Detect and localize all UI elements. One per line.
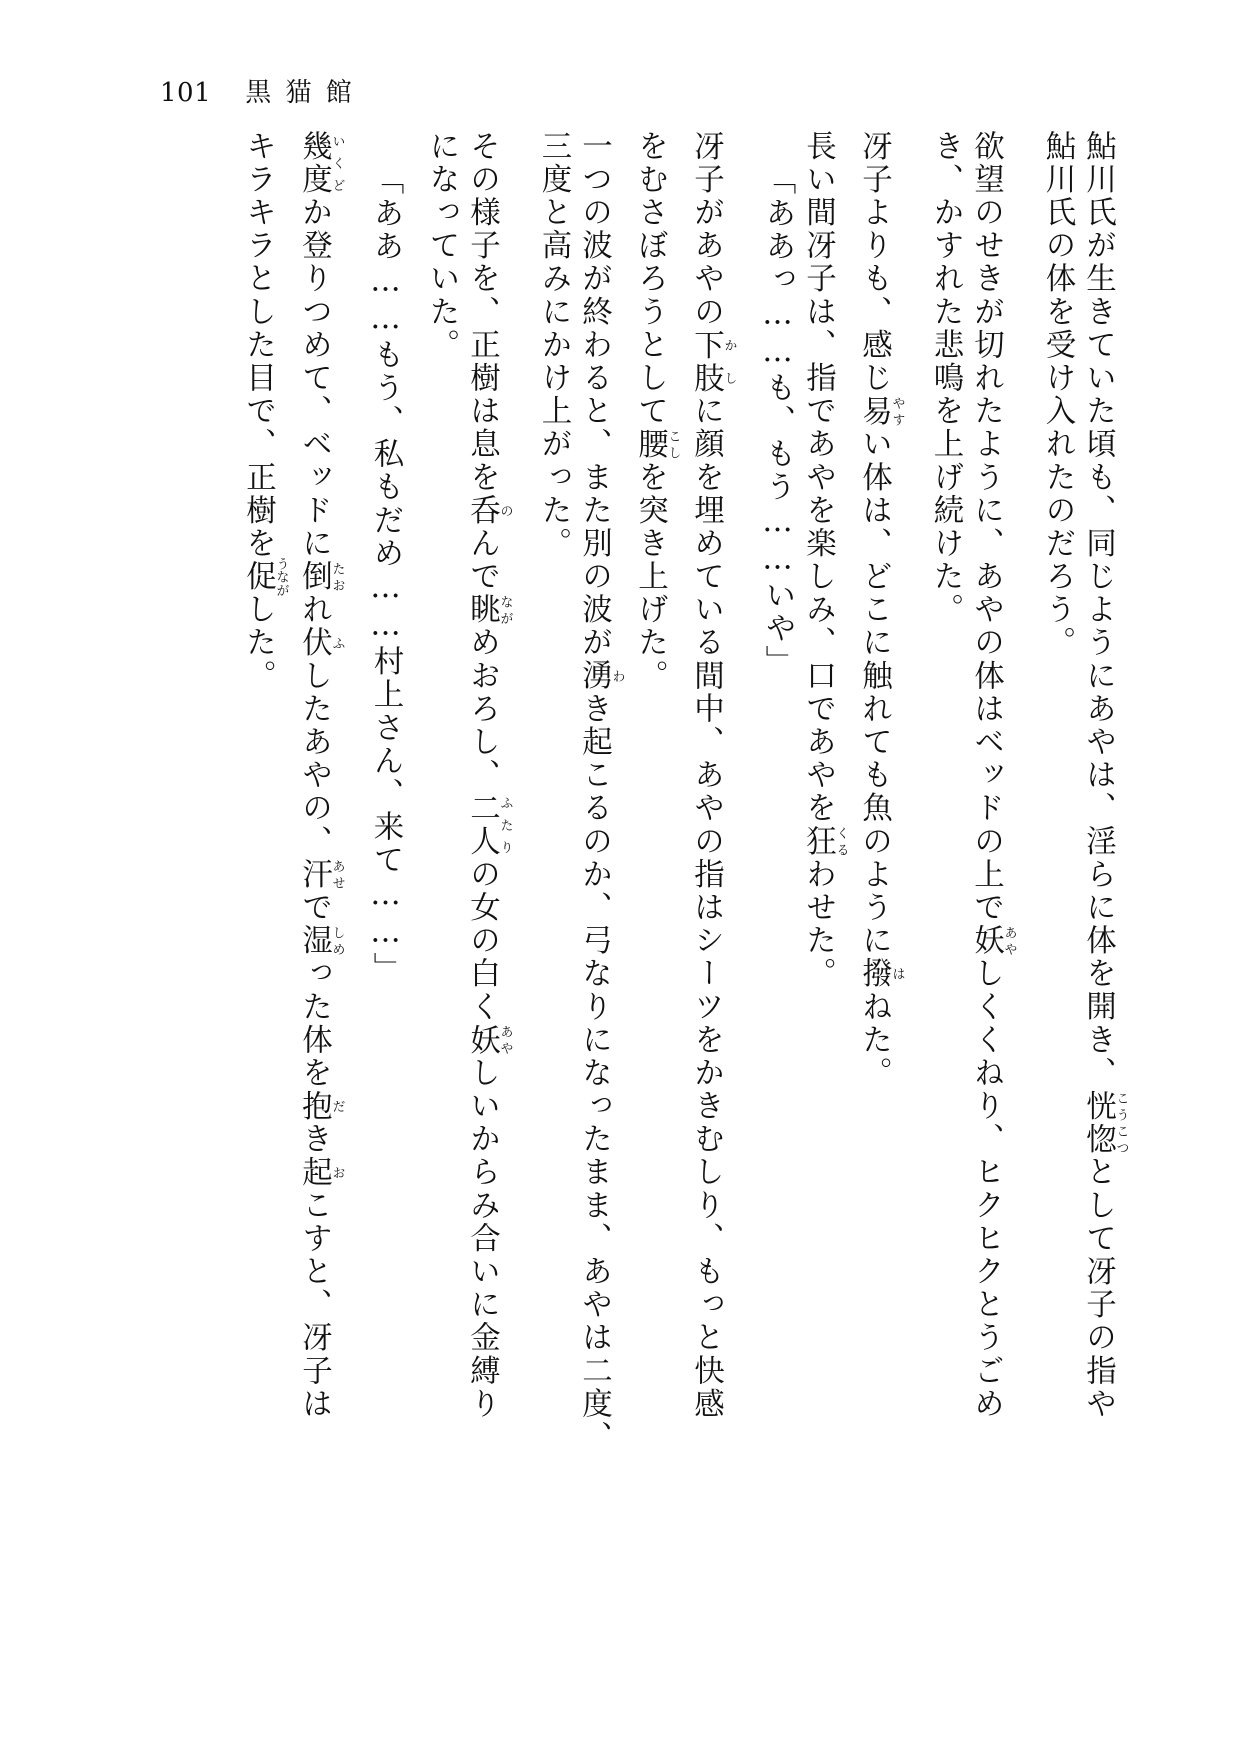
text-column: 一つの波が終わると、また別の波が湧わき起こるのか、弓なりになったまま、あやは二度、: [576, 130, 625, 1454]
text-column: 冴子があやの下肢かしに顔を埋めている間中、あやの指はシーツをかきむしり、もっと快感: [688, 130, 737, 1421]
text-column-dialogue: 「ああっ……も、もう……いや」: [760, 164, 795, 679]
vertical-text-body: [128, 130, 1128, 1550]
text-column: 三度と高みにかけ上がった。: [536, 130, 571, 561]
text-column-dialogue: 「ああ……もう、私もだめ……村上さん、来て……」: [368, 164, 403, 986]
running-title: 黒猫館: [245, 78, 367, 108]
page-header: [160, 72, 366, 109]
text-column: になっていた。: [424, 130, 459, 362]
text-column: 欲望のせきが切れたように、あやの体はベッドの上で妖あやしくくねり、ヒクヒクとうごめ: [968, 130, 1017, 1421]
text-column: き、かすれた悲鳴を上げ続けた。: [928, 130, 963, 627]
text-column: その様子を、正樹は息を呑のんで眺ながめおろし、二人ふたりの女の白く妖あやしいからみ合いに金縛り: [464, 130, 513, 1421]
text-column: をむさぼろうとして腰こしを突き上げた。: [632, 130, 681, 693]
text-column: 長い間冴子は、指であやを楽しみ、口であやを狂くるわせた。: [800, 130, 849, 991]
text-column: 鮎川氏の体を受け入れたのだろう。: [1040, 130, 1075, 660]
text-column: キラキラとした目で、正樹を促うながした。: [240, 130, 289, 693]
text-column: 幾度いくどか登りつめて、ベッドに倒たおれ伏ふしたあやの、汗あせで湿しめった体を抱だき起おこすと、冴子は: [296, 130, 345, 1421]
text-column: 冴子よりも、感じ易やすい体は、どこに触れても魚のように撥はねた。: [856, 130, 905, 1090]
text-column: 鮎川氏が生きていた頃も、同じようにあやは、淫らに体を開き、恍惚こうこつとして冴子の指や: [1080, 130, 1129, 1421]
page-number: 101: [160, 78, 212, 108]
